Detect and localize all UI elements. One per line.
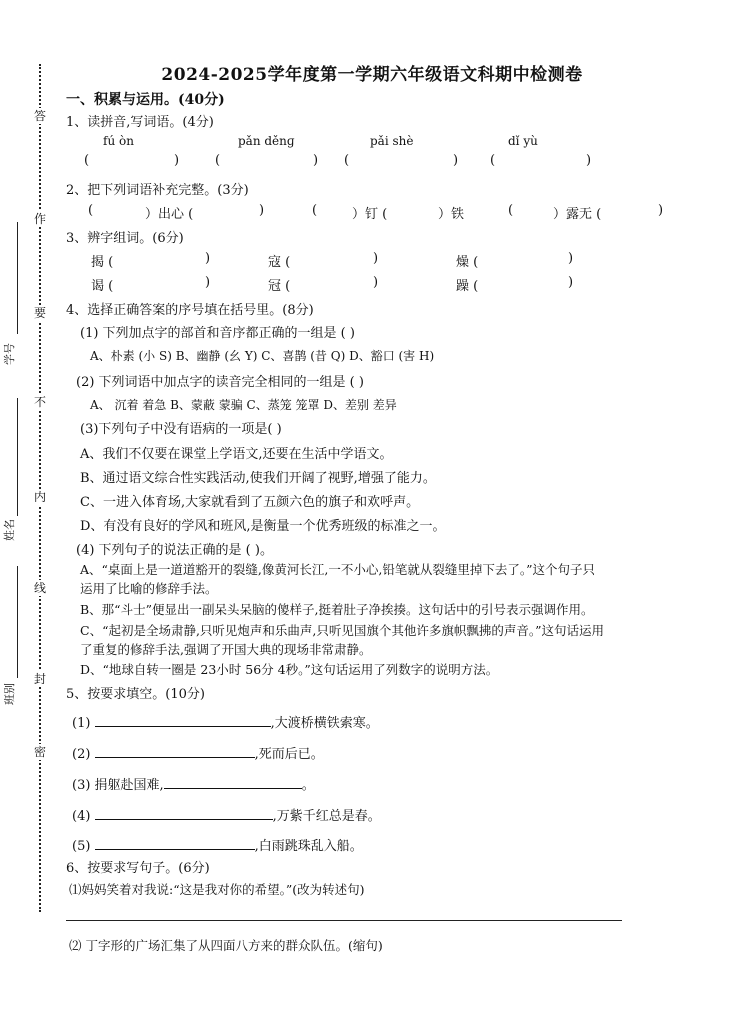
fill-blank[interactable] (164, 775, 302, 789)
char-paren: ) (373, 275, 379, 290)
item-number: (1) (72, 716, 91, 731)
section-heading: 一、积累与运用。(40分) (66, 92, 225, 108)
char-paren: ) (568, 275, 574, 290)
student-id-label: 学号 (3, 343, 16, 365)
page-title: 2024-2025学年度第一学期六年级语文科期中检测卷 (161, 65, 583, 85)
fill-paren: ) (658, 203, 664, 218)
question-2-label: 2、把下列词语补充完整。(3分) (66, 183, 249, 198)
answer-paren-close: ) (586, 153, 592, 168)
fill-paren: ( (508, 203, 514, 218)
sub-question: (3)下列句子中没有语病的一项是( ) (80, 422, 282, 437)
question-3-label: 3、辨字组词。(6分) (66, 231, 184, 246)
char-paren: ) (205, 251, 211, 266)
item-number: (4) (72, 809, 91, 824)
char-item: 冠 ( (268, 279, 291, 294)
seal-dotted-line (39, 64, 41, 912)
char-item: 揭 ( (91, 255, 114, 270)
sub-question: (2) 下列词语中加点字的读音完全相同的一组是 ( ) (76, 375, 364, 390)
class-label: 班别 (3, 683, 16, 705)
option-c-cont: 了重复的修辞手法,强调了开国大典的现场非常肃静。 (80, 642, 372, 657)
fill-paren: ) (259, 203, 265, 218)
item-text: 。 (301, 778, 315, 793)
char-paren: ) (568, 251, 574, 266)
seal-char: 要 (34, 306, 47, 320)
item-text: ,大渡桥横铁索寒。 (270, 716, 379, 731)
fill-text: ）出心 ( (145, 207, 194, 222)
item-number: (5) (72, 839, 91, 854)
answer-paren-open: ( (344, 153, 350, 168)
fill-line-item (72, 712, 379, 731)
fill-text: ）钉 ( (352, 207, 388, 222)
option-a: A、我们不仅要在课堂上学语文,还要在生活中学语文。 (80, 447, 393, 462)
fill-line-item (72, 743, 324, 762)
fill-text: ）露无 ( (553, 207, 602, 222)
seal-char: 内 (34, 490, 47, 504)
question-5-label: 5、按要求填空。(10分) (66, 687, 205, 702)
option-d: D、“地球自转一圈是 23小时 56分 4秒。”这句话运用了列数字的说明方法。 (80, 662, 499, 677)
option-a: A、“桌面上是一道道豁开的裂缝,像黄河长江,一不小心,铅笔就从裂缝里掉下去了。”这个句子只 (80, 562, 595, 577)
char-item: 谒 ( (91, 279, 114, 294)
char-item: 寇 ( (268, 255, 291, 270)
option-b: B、那“斗士”便显出一副呆头呆脑的傻样子,挺着肚子净挨揍。这句话中的引号表示强调作用。 (80, 602, 594, 617)
item-number: (2) (72, 747, 91, 762)
answer-paren-close: ) (174, 153, 180, 168)
char-item: 躁 ( (456, 279, 479, 294)
item-text: ,白雨跳珠乱入船。 (254, 839, 363, 854)
option-b: B、通过语文综合性实践活动,使我们开阔了视野,增强了能力。 (80, 471, 436, 486)
sub-question: (4) 下列句子的说法正确的是 ( )。 (76, 543, 273, 558)
seal-char: 不 (34, 395, 47, 409)
seal-char: 线 (34, 581, 47, 595)
sub-question: ⑵ 丁字形的广场汇集了从四面八方来的群众队伍。(缩句) (69, 938, 383, 953)
fill-text: ）铁 (438, 207, 465, 222)
option-d: D、有没有良好的学风和班风,是衡量一个优秀班级的标准之一。 (80, 519, 446, 534)
name-line[interactable] (17, 398, 18, 516)
answer-paren-open: ( (84, 153, 90, 168)
student-id-line[interactable] (17, 222, 18, 334)
seal-char: 作 (34, 212, 47, 226)
fill-blank[interactable] (95, 806, 273, 820)
answer-paren-close: ) (453, 153, 459, 168)
question-1-label: 1、读拼音,写词语。(4分) (66, 115, 214, 130)
fill-line-item (72, 774, 315, 793)
pinyin: pǎi shè (370, 134, 414, 148)
options: A、 沉着 着急 B、蒙蔽 蒙骗 C、蒸笼 笼罩 D、差别 差异 (90, 398, 397, 412)
answer-paren-close: ) (313, 153, 319, 168)
fill-line-item (72, 805, 381, 824)
pinyin: dǐ yù (508, 134, 538, 148)
char-item: 燥 ( (456, 255, 479, 270)
sub-question: (1) 下列加点字的部首和音序都正确的一组是 ( ) (80, 326, 355, 341)
seal-char: 密 (34, 745, 47, 759)
sub-question: ⑴妈妈笑着对我说:“这是我对你的希望。”(改为转述句) (69, 882, 365, 897)
char-paren: ) (373, 251, 379, 266)
seal-char: 答 (34, 109, 47, 123)
item-text: ,死而后已。 (254, 747, 324, 762)
fill-blank[interactable] (95, 836, 255, 850)
question-4-label: 4、选择正确答案的序号填在括号里。(8分) (66, 303, 314, 318)
answer-paren-open: ( (215, 153, 221, 168)
option-c: C、“起初是全场肃静,只听见炮声和乐曲声,只听见国旗个其他许多旗帜飘拂的声音。”这句话运用 (80, 623, 605, 638)
option-c: C、一进入体育场,大家就看到了五颜六色的旗子和欢呼声。 (80, 495, 420, 510)
fill-line-item (72, 835, 363, 854)
fill-paren: ( (88, 203, 94, 218)
fill-blank[interactable] (95, 713, 271, 727)
char-paren: ) (205, 275, 211, 290)
item-number: (3) 捐躯赴国难, (72, 778, 164, 793)
pinyin: pǎn děnɡ (238, 134, 295, 148)
name-label: 姓名 (3, 519, 16, 541)
class-line[interactable] (17, 566, 18, 678)
question-6-label: 6、按要求写句子。(6分) (66, 861, 210, 876)
seal-char: 封 (34, 672, 47, 686)
fill-paren: ( (312, 203, 318, 218)
fill-blank[interactable] (95, 744, 255, 758)
option-a-cont: 运用了比喻的修辞手法。 (80, 581, 218, 596)
item-text: ,万紫千红总是春。 (272, 809, 381, 824)
options: A、朴素 (小 S) B、幽静 (幺 Y) C、喜鹊 (昔 Q) D、豁口 (害 H) (90, 349, 435, 363)
pinyin: fú òn (103, 134, 134, 148)
answer-line[interactable] (66, 920, 622, 921)
answer-paren-open: ( (490, 153, 496, 168)
